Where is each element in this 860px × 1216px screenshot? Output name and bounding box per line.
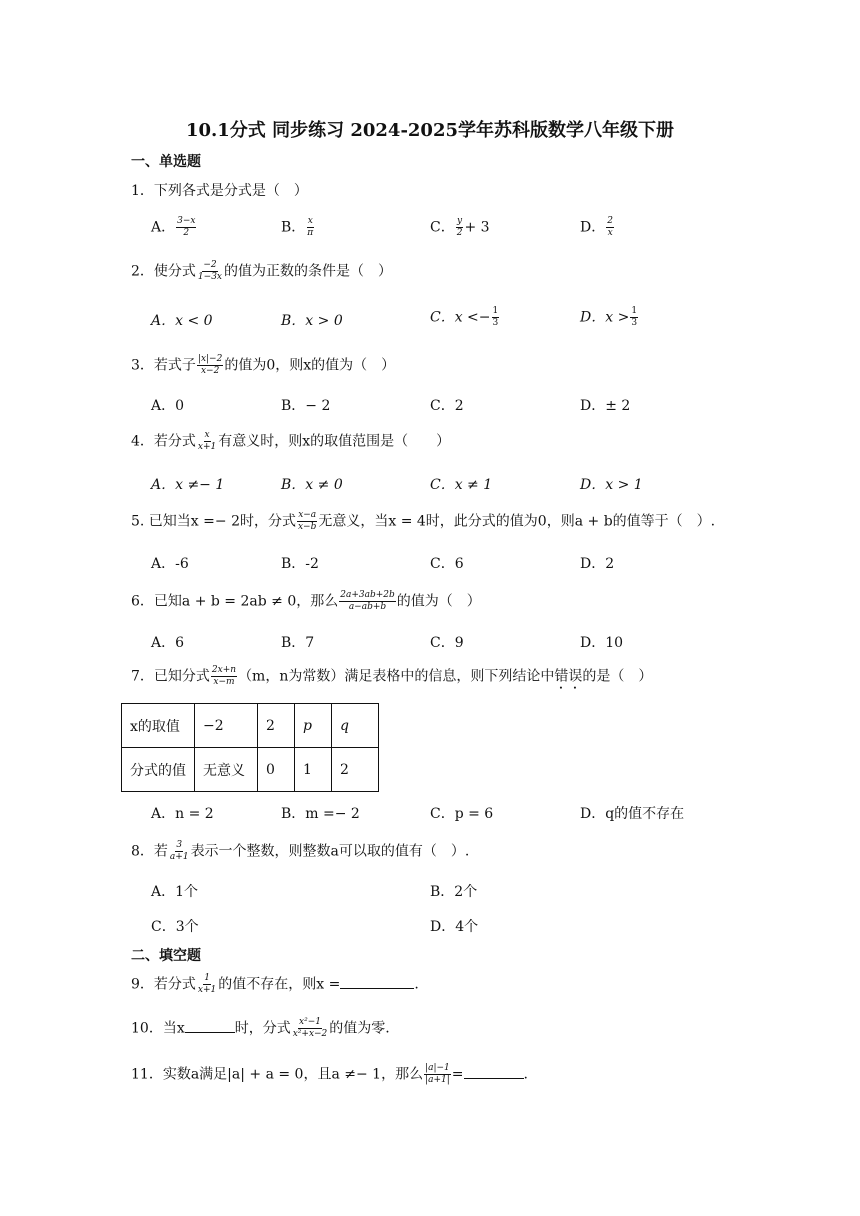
q7-option-d: D．q的值不存在 — [580, 806, 685, 822]
fraction: $\frac{x}{\pi}$ — [307, 216, 314, 238]
q4-option-a: A．x ≠− 1 — [151, 477, 225, 493]
q4-option-d: D．x > 1 — [580, 477, 643, 493]
q6-option-a: A．6 — [151, 635, 185, 651]
q1-option-c: C． $\frac{y}{2}$ + 3 — [430, 216, 490, 238]
table-cell: 2 — [258, 704, 295, 748]
q6-option-d: D．10 — [580, 635, 624, 651]
fraction: $\frac{1}{3}$ — [631, 306, 638, 328]
q6-option-b: B．7 — [281, 635, 315, 651]
fraction: $\frac{|x|-2}{x-2}$ — [197, 354, 223, 376]
q4-option-c: C．x ≠ 1 — [430, 477, 493, 493]
q7-option-a: A．n = 2 — [151, 806, 214, 822]
q5-option-c: C．6 — [430, 556, 464, 572]
answer-blank[interactable] — [340, 974, 414, 989]
q4-option-b: B．x ≠ 0 — [281, 477, 343, 493]
section-fill-blank: 二、填空题 — [131, 948, 201, 964]
table-cell: 2 — [332, 748, 379, 792]
table-cell: −2 — [195, 704, 258, 748]
page-title: 10.1分式 同步练习 2024-2025学年苏科版数学八年级下册 — [185, 120, 675, 141]
table-cell: 1 — [295, 748, 332, 792]
question-2-stem: 2．使分式 $\frac{-2}{1-3x}$ 的值为正数的条件是（ ） — [131, 260, 392, 282]
q7-option-b: B．m =− 2 — [281, 806, 360, 822]
question-7-stem: 7．已知分式 $\frac{2x+n}{x-m}$ （m，n为常数）满足表格中的信息，则下列结论中错误的是（ ） — [131, 665, 653, 687]
q8-option-d: D．4个 — [430, 919, 479, 935]
fraction: $\frac{y}{2}$ — [456, 216, 463, 238]
question-1-stem: 1．下列各式是分式是（ ） — [131, 183, 308, 199]
q5-option-b: B．-2 — [281, 556, 319, 572]
table-cell: q — [332, 704, 379, 748]
q8-option-b: B．2个 — [430, 884, 478, 900]
question-3-stem: 3．若式子 $\frac{|x|-2}{x-2}$ 的值为0，则x的值为（ ） — [131, 354, 396, 376]
answer-blank[interactable] — [464, 1064, 524, 1079]
table-cell: 分式的值 — [122, 748, 195, 792]
fraction: $\frac{2a+3ab+2b}{a-ab+b}$ — [340, 590, 395, 612]
question-11-stem: 11．实数a满足|a| + a = 0，且a ≠− 1，那么 $\frac{|a|-1}{|a+1|}$ = . — [131, 1063, 528, 1085]
q3-option-c: C．2 — [430, 398, 464, 414]
question-8-stem: 8．若 $\frac{3}{a+1}$ 表示一个整数，则整数a可以取的值有（ ）. — [131, 840, 470, 862]
q3-option-a: A．0 — [151, 398, 185, 414]
fraction: $\frac{3}{a+1}$ — [169, 840, 189, 862]
question-10-stem: 10．当x 时，分式 $\frac{\text{x²−1}}{\text{x²+x−2}}$ 的值为零. — [131, 1017, 390, 1039]
q2-option-b: B．x > 0 — [281, 313, 343, 329]
q8-option-a: A．1个 — [151, 884, 199, 900]
fraction: $\frac{1}{x+1}$ — [197, 973, 217, 995]
q3-option-b: B．− 2 — [281, 398, 331, 414]
q2-option-c: C．x <− $\frac{1}{3}$ — [430, 306, 499, 328]
question-4-stem: 4．若分式 $\frac{x}{x+1}$ 有意义时，则x的取值范围是（ ） — [131, 430, 451, 452]
table-cell: x的取值 — [122, 704, 195, 748]
section-single-choice: 一、单选题 — [131, 154, 201, 170]
question-9-stem: 9．若分式 $\frac{1}{x+1}$ 的值不存在，则x = . — [131, 973, 419, 995]
fraction: $\frac{|a|-1}{|a+1|}$ — [425, 1063, 450, 1085]
q7-option-c: C．p = 6 — [430, 806, 494, 822]
q3-option-d: D．± 2 — [580, 398, 631, 414]
table-row — [122, 704, 379, 748]
q8-option-c: C．3个 — [151, 919, 199, 935]
q2-option-a: A．x < 0 — [151, 313, 213, 329]
q1-option-b: B． $\frac{x}{\pi}$ — [281, 216, 314, 238]
q5-option-d: D．2 — [580, 556, 615, 572]
q1-option-a: A． $\frac{3-x}{2}$ — [151, 216, 196, 238]
fraction: $\frac{x}{x+1}$ — [197, 430, 217, 452]
q5-option-a: A．-6 — [151, 556, 189, 572]
table-cell: 0 — [258, 748, 295, 792]
emphasized-word: 错误 — [554, 668, 583, 685]
question-5-stem: 5. 已知当x =− 2时，分式 $\frac{x-a}{x-b}$ 无意义，当x = 4时，此分式的值为0，则a + b的值等于（ ）. — [131, 510, 716, 532]
q6-option-c: C．9 — [430, 635, 464, 651]
table-cell: 无意义 — [195, 748, 258, 792]
table-row — [122, 748, 379, 792]
answer-blank[interactable] — [185, 1018, 235, 1033]
fraction: $\frac{x-a}{x-b}$ — [297, 510, 317, 532]
fraction: $\frac{-2}{1-3x}$ — [197, 260, 222, 282]
fraction: $\frac{3-x}{2}$ — [177, 216, 196, 238]
info-table — [121, 703, 379, 792]
q2-option-d: D．x > $\frac{1}{3}$ — [580, 306, 638, 328]
fraction: $\frac{2}{x}$ — [607, 216, 613, 238]
table-cell: p — [295, 704, 332, 748]
q1-option-d: D． $\frac{2}{x}$ — [580, 216, 613, 238]
fraction: $\frac{1}{3}$ — [492, 306, 499, 328]
question-6-stem: 6．已知a + b = 2ab ≠ 0，那么 $\frac{2a+3ab+2b}{a-ab+b}$ 的值为（ ） — [131, 590, 481, 612]
fraction: $\frac{\text{x²−1}}{\text{x²+x−2}}$ — [292, 1017, 328, 1039]
fraction: $\frac{2x+n}{x-m}$ — [211, 665, 237, 687]
